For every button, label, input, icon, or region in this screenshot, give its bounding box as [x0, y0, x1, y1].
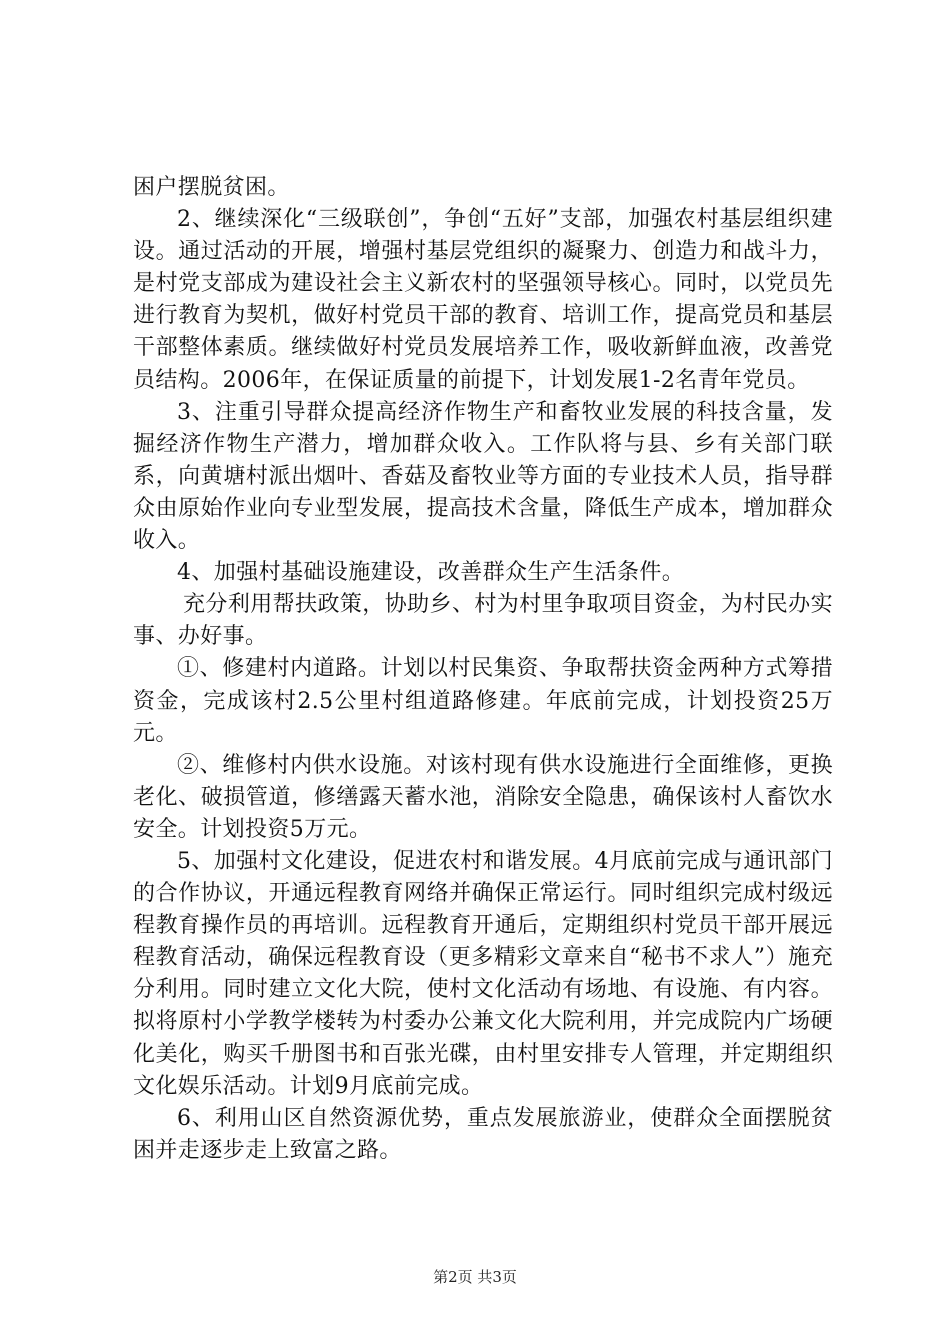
page-footer: [0, 1267, 950, 1287]
paragraph-item-2: 2、继续深化“三级联创”，争创“五好”支部，加强农村基层组织建设。通过活动的开展，增强村基层党组织的凝聚力、创造力和战斗力，是村党支部成为建设社会主义新农村的坚强领导核心。同时，以党员先进行教育为契机，做好村党员干部的教育、培训工作，提高党员和基层干部整体素质。继续做好村党员发展培养工作，吸收新鲜血液，改善党员结构。2006年，在保证质量的前提下，计划发展1-2名青年党员。: [133, 207, 833, 393]
paragraph-item-4-detail: 充分利用帮扶政策，协助乡、村为村里争取项目资金，为村民办实事、办好事。: [133, 592, 833, 650]
document-body: [133, 172, 833, 1167]
page-number-label: 第2页 共3页: [433, 1268, 517, 1286]
paragraph-subitem-2: ②、维修村内供水设施。对该村现有供水设施进行全面维修，更换老化、破损管道，修缮露天蓄水池，消除安全隐患，确保该村人畜饮水安全。计划投资5万元。: [133, 752, 833, 842]
paragraph-item-6: 6、利用山区自然资源优势，重点发展旅游业，使群众全面摆脱贫困并走逐步走上致富之路。: [133, 1105, 833, 1163]
paragraph-subitem-1: ①、修建村内道路。计划以村民集资、争取帮扶资金两种方式筹措资金，完成该村2.5公里村组道路修建。年底前完成，计划投资25万元。: [133, 656, 833, 746]
paragraph-item-3: 3、注重引导群众提高经济作物生产和畜牧业发展的科技含量，发掘经济作物生产潜力，增加群众收入。工作队将与县、乡有关部门联系，向黄塘村派出烟叶、香菇及畜牧业等方面的专业技术人员，指导群众由原始作业向专业型发展，提高技术含量，降低生产成本，增加群众收入。: [133, 399, 833, 554]
paragraph-item-5: 5、加强村文化建设，促进农村和谐发展。4月底前完成与通讯部门的合作协议，开通远程教育网络并确保正常运行。同时组织完成村级远程教育操作员的再培训。远程教育开通后，定期组织村党员干部开展远程教育活动，确保远程教育设（更多精彩文章来自“秘书不求人”）施充分利用。同时建立文化大院，使村文化活动有场地、有设施、有内容。拟将原村小学教学楼转为村委办公兼文化大院利用，并完成院内广场硬化美化，购买千册图书和百张光碟，由村里安排专人管理，并定期组织文化娱乐活动。计划9月底前完成。: [133, 848, 833, 1099]
paragraph-continuation: 困户摆脱贫困。: [133, 175, 290, 200]
paragraph-item-4: 4、加强村基础设施建设，改善群众生产生活条件。: [177, 560, 685, 586]
